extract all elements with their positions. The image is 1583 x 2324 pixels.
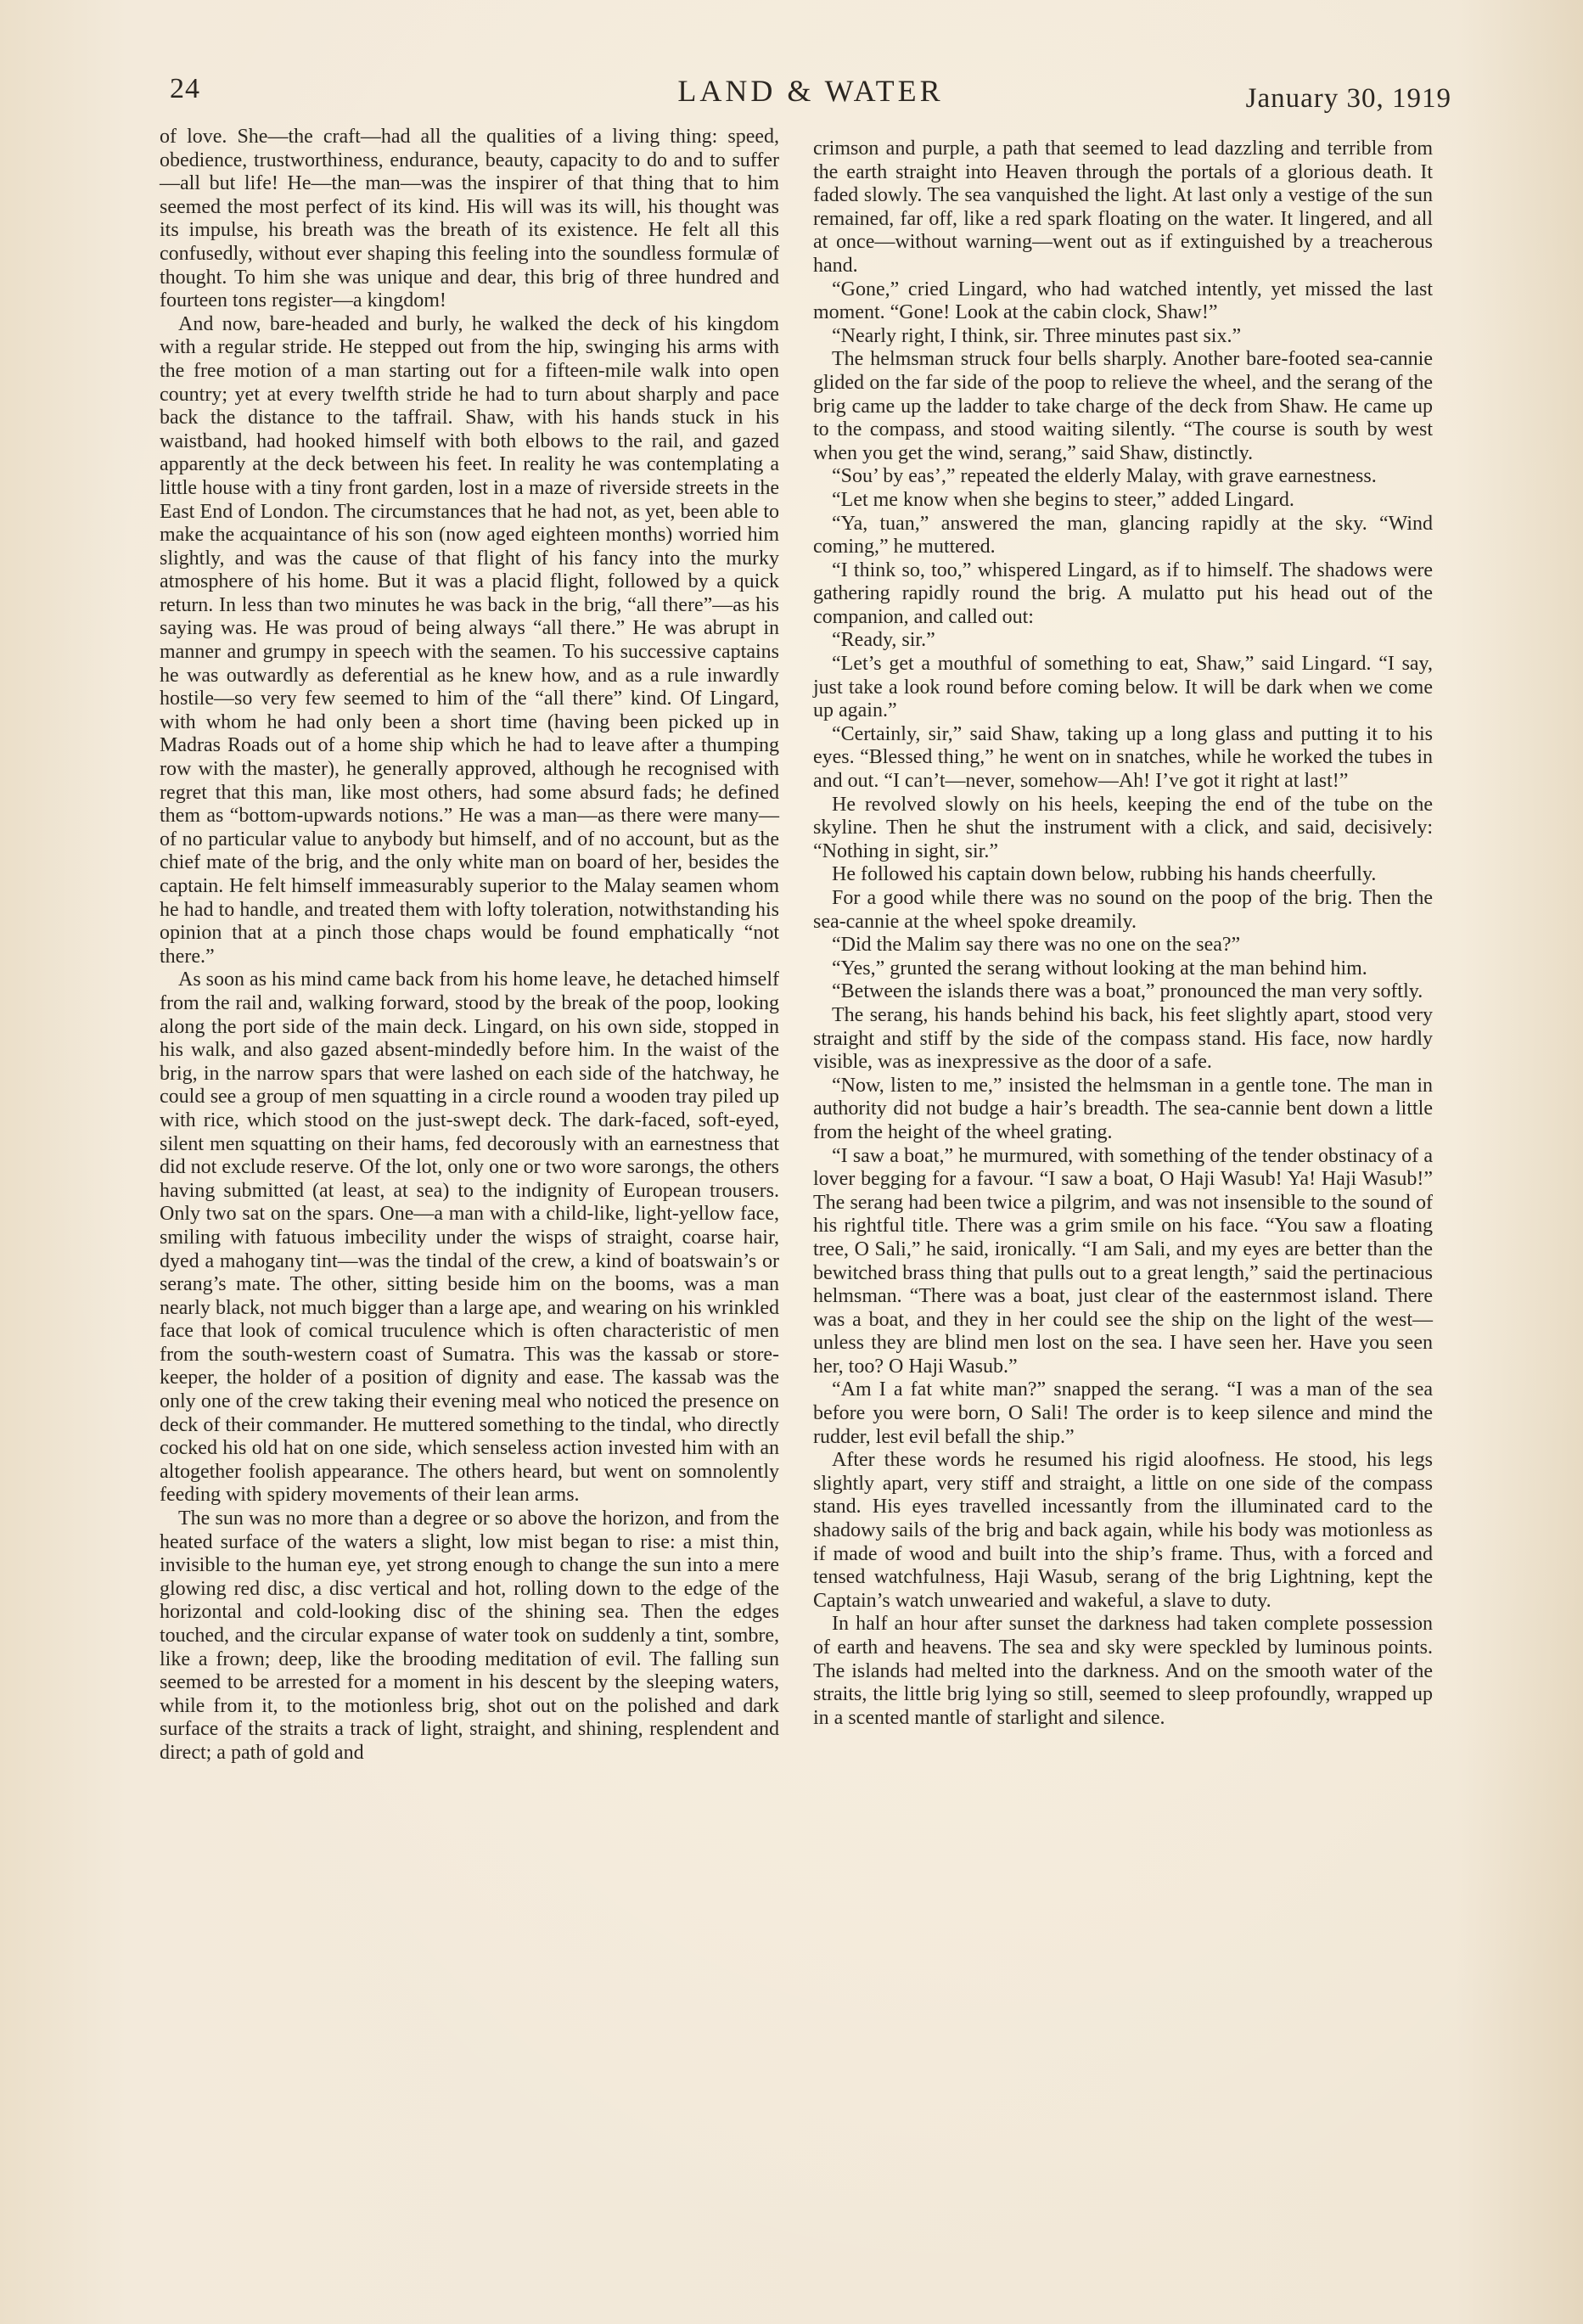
paragraph: For a good while there was no sound on the poop of the brig. Then the sea-cannie at the wheel spoke dreamily. [813,887,1433,933]
page-header [170,73,1451,124]
paragraph: He followed his captain down below, rubbing his hands cheerfully. [832,863,1377,886]
paragraph: “Let’s get a mouthful of something to eat, Shaw,” said Lingard. “I say, just take a look round before coming below. It will be dark when we come up again.” [813,653,1433,722]
paragraph: In half an hour after sunset the darkness had taken complete possession of earth and heavens. The sea and sky were speckled by luminous points. The islands had melted into the darkness. And on the smooth water of the straits, the little brig lying so still, seemed to sleep profoundly, wrapped up in a scented mantle of starlight and silence. [813,1613,1433,1729]
paragraph: “I saw a boat,” he murmured, with something of the tender obstinacy of a lover begging for a favour. “I saw a boat, O Haji Wasub! Ya! Haji Wasub!” The serang had been twice a pilgrim, and was not insensible to the sound of his rightful title. There was a grim smile on his face. “You saw a floating tree, O Sali,” he said, ironically. “I am Sali, and my eyes are better than the bewitched brass thing that pulls out to a great length,” said the pertinacious helmsman. “There was a boat, just clear of the easternmost island. There was a boat, and they in her could see the ship on the light of the west—unless they are blind men lost on the sea. I have seen her. Have you seen her, too? O Haji Wasub.” [813,1144,1433,1378]
paragraph: “Let me know when she begins to steer,” added Lingard. [832,488,1294,511]
paragraph: And now, bare-headed and burly, he walked the deck of his kingdom with a regular stride. He stepped out from the hip, swinging his arms with the free motion of a man starting out for a fifteen-mile walk into open country; yet at every twelfth stride he had to turn about sharply and pace back the distance to the taffrail. Shaw, with his hands stuck in his waistband, had hooked himself with both elbows to the rail, and gazed apparently at the deck between his feet. In reality he was contemplating a little house with a tiny front garden, lost in a maze of riverside streets in the East End of London. The circumstances that he had not, as yet, been able to make the acquaintance of his son (now aged eighteen months) worried him slightly, and was the cause of that flight of his fancy into the murky atmosphere of his home. But it was a placid flight, followed by a quick return. In less than two minutes he was back in the brig, “all there”—as his saying was. He was proud of being always “all there.” He was abrupt in manner and grumpy in speech with the seamen. To his successive captains he was outwardly as deferential as he knew how, and as a rule inwardly hostile—so very few seemed to him of the “all there” kind. Of Lingard, with whom he had only been a short time (having been picked up in Madras Roads out of a home ship which he had to leave after a thumping row with the master), he generally approved, although he recognised with regret that this man, like most others, had some absurd fads; he defined them as “bottom-upwards notions.” He was a man—as there were many—of no particular value to anybody but himself, and of no account, but as the chief mate of the brig, and the only white man on board of her, besides the captain. He felt himself immeasurably superior to the Malay seamen whom he had to handle, and treated them with lofty toleration, notwithstanding his opinion that at a pinch those chaps would be found emphatically “not there.” [160,312,779,968]
paragraph: “Gone,” cried Lingard, who had watched intently, yet missed the last moment. “Gone! Look at the cabin clock, Shaw!” [813,278,1433,324]
right-column [813,138,1433,1730]
paragraph: The serang, his hands behind his back, his feet slightly apart, stood very straight and stiff by the side of the compass stand. His face, now hardly visible, was as inexpressive as the door of a safe. [813,1003,1433,1074]
paragraph: “Ya, tuan,” answered the man, glancing rapidly at the sky. “Wind coming,” he muttered. [813,512,1433,559]
paragraph: As soon as his mind came back from his home leave, he detached himself from the rail and, walking forward, stood by the break of the poop, looking along the port side of the main deck. Lingard, on his own side, stopped in his walk, and also gazed absent-mindedly before him. In the waist of the brig, in the narrow spars that were lashed on each side of the hatchway, he could see a group of men squatting in a circle round a wooden tray piled up with rice, which stood on the just-swept deck. The dark-faced, soft-eyed, silent men squatting on their hams, fed decorously with an earnestness that did not exclude reserve. Of the lot, only one or two wore sarongs, the others having submitted (at least, at sea) to the indignity of European trousers. Only two sat on the spars. One—a man with a child-like, light-yellow face, smiling with fatuous imbecility under the wisps of straight, coarse hair, dyed a mahogany tint—was the tindal of the crew, a kind of boatswain’s or serang’s mate. The other, sitting beside him on the booms, was a man nearly black, not much bigger than a large ape, and wearing on his wrinkled face that look of comical truculence which is often characteristic of men from the south-western coast of Sumatra. This was the kassab or store-keeper, the holder of a position of dignity and ease. The kassab was the only one of the crew taking their evening meal who noticed the presence on deck of their commander. He muttered something to the tindal, who directly cocked his old hat on one side, which senseless action invested him with an altogether foolish appearance. The others heard, but went on somnolently feeding with spidery movements of their lean arms. [160,968,779,1507]
paragraph: “Now, listen to me,” insisted the helmsman in a gentle tone. The man in authority did not budge a hair’s breadth. The sea-cannie bent down a little from the height of the wheel grating. [813,1074,1433,1143]
paragraph: “Nearly right, I think, sir. Three minutes past six.” [832,324,1242,347]
paragraph: The sun was no more than a degree or so above the horizon, and from the heated surface of the waters a slight, low mist began to rise: a mist thin, invisible to the human eye, yet strong enough to change the sun into a mere glowing red disc, a disc vertical and hot, rolling down to the edge of the horizontal and cold-looking disc of the shining sea. Then the edges touched, and the circular expanse of water took on suddenly a tint, sombre, like a frown; deep, like the brooding meditation of evil. The falling sun seemed to be arrested for a moment in his descent by the sleeping waters, while from it, to the motionless brig, shot out on the polished and dark surface of the straits a track of light, straight, and shining, resplendent and direct; a path of gold and [160,1507,779,1764]
paragraph: “Sou’ by eas’,” repeated the elderly Malay, with grave earnestness. [832,465,1377,488]
paragraph: of love. She—the craft—had all the qualities of a living thing: speed, obedience, trustworthiness, endurance, beauty, capacity to do and to suffer—all but life! He—the man—was the inspirer of that thing that to him seemed the most perfect of its kind. His will was its will, his thought was its impulse, his breath was the breath of its existence. He felt all this confusedly, without ever shaping this feeling into the soundless formulæ of thought. To him she was unique and dear, this brig of three hundred and fourteen tons register—a kingdom! [160,126,779,312]
paragraph: “Yes,” grunted the serang without looking at the man behind him. [832,957,1367,980]
issue-date: January 30, 1919 [1245,83,1451,114]
page-number: 24 [170,73,200,104]
paragraph: “Certainly, sir,” said Shaw, taking up a long glass and putting it to his eyes. “Blessed thing,” he went on in snatches, while he worked the tubes in and out. “I can’t—never, somehow—Ah! I’ve got it right at last!” [813,722,1433,793]
left-column [160,126,779,1765]
paragraph: After these words he resumed his rigid aloofness. He stood, his legs slightly apart, very stiff and straight, a little on one side of the compass stand. His eyes travelled incessantly from the illuminated card to the shadowy sails of the brig and back again, while his body was motionless as if made of wood and built into the ship’s frame. Thus, with a forced and tensed watchfulness, Haji Wasub, serang of the brig Lightning, kept the Captain’s watch unwearied and wakeful, a slave to duty. [813,1449,1433,1612]
paragraph: crimson and purple, a path that seemed to lead dazzling and terrible from the earth straight into Heaven through the portals of a glorious death. It faded slowly. The sea vanquished the light. At last only a vestige of the sun remained, far off, like a red spark floating on the water. It lingered, and all at once—without warning—went out as if extinguished by a treacherous hand. [813,138,1433,277]
paragraph: “Between the islands there was a boat,” pronounced the man very softly. [832,980,1423,1003]
journal-title: LAND & WATER [677,74,944,108]
paragraph: “Am I a fat white man?” snapped the serang. “I was a man of the sea before you were born, O Sali! The order is to keep silence and mind the rudder, lest evil befall the ship.” [813,1378,1433,1448]
paragraph: “I think so, too,” whispered Lingard, as if to himself. The shadows were gathering rapidly round the brig. A mulatto put his head out of the companion, and called out: [813,559,1433,628]
paragraph: The helmsman struck four bells sharply. Another bare-footed sea-cannie glided on the far side of the poop to relieve the wheel, and the serang of the brig came up the ladder to take charge of the deck from Shaw. He came up to the compass, and stood waiting silently. “The course is south by west when you get the wind, serang,” said Shaw, distinctly. [813,348,1433,464]
paragraph: He revolved slowly on his heels, keeping the end of the tube on the skyline. Then he shut the instrument with a click, and said, decisively: “Nothing in sight, sir.” [813,793,1433,862]
paragraph: “Did the Malim say there was no one on the sea?” [832,934,1241,957]
paragraph: “Ready, sir.” [832,629,935,652]
